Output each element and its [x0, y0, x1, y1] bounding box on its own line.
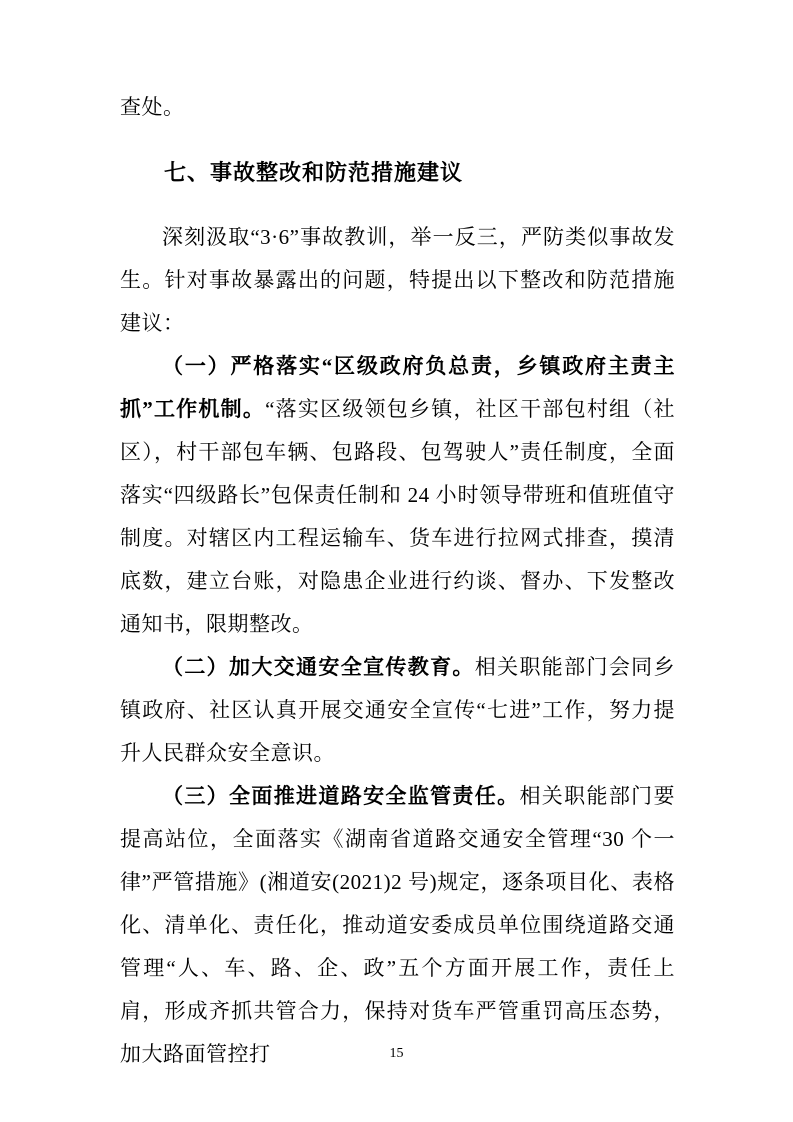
measure-2-body: 相关职能部门会同乡镇政府、社区认真开展交通安全宣传“七进”工作，努力提升人民群众安全意识。 [120, 655, 676, 765]
measure-3-body: 相关职能部门要提高站位，全面落实《湖南省道路交通安全管理“30 个一律”严管措施》(湘道安(2021)2 号)规定，逐条项目化、表格化、清单化、责任化，推动道安委成员单位围绕道路交通管理“人、车、路、企、政”五个方面开展工作，责任上肩，形成齐抓共管合力，保持对货车严管重罚高压态势，加大路面管控打 [120, 784, 675, 1066]
intro-paragraph: 深刻汲取“3·6”事故教训，举一反三，严防类似事故发生。针对事故暴露出的问题，特提出以下整改和防范措施建议： [120, 225, 675, 335]
measure-item-3 [120, 775, 675, 1076]
measure-item-1 [120, 345, 675, 646]
measure-3-lead: （三）全面推进道路安全监管责任。 [162, 784, 520, 808]
measure-item-2 [120, 646, 675, 775]
paragraph-continuation: 查处。 [120, 95, 185, 119]
measure-1-lead: （一）严格落实“区级政府负总责，乡镇政府主责主抓”工作机制。 [120, 354, 675, 421]
section-heading: 七、事故整改和防范措施建议 [164, 160, 464, 185]
measure-1-body: “落实区级领包乡镇，社区干部包村组（社区），村干部包车辆、包路段、包驾驶人”责任制度，全面落实“四级路长”包保责任制和 24 小时领导带班和值班值守制度。对辖区内工程运输车、货车进行拉网式排查，摸清底数，建立台账，对隐患企业进行约谈、督办、下发整改通知书，限期整改。 [120, 397, 675, 636]
page-number: 15 [389, 1046, 404, 1061]
measure-2-lead: （二）加大交通安全宣传教育。 [162, 655, 475, 679]
